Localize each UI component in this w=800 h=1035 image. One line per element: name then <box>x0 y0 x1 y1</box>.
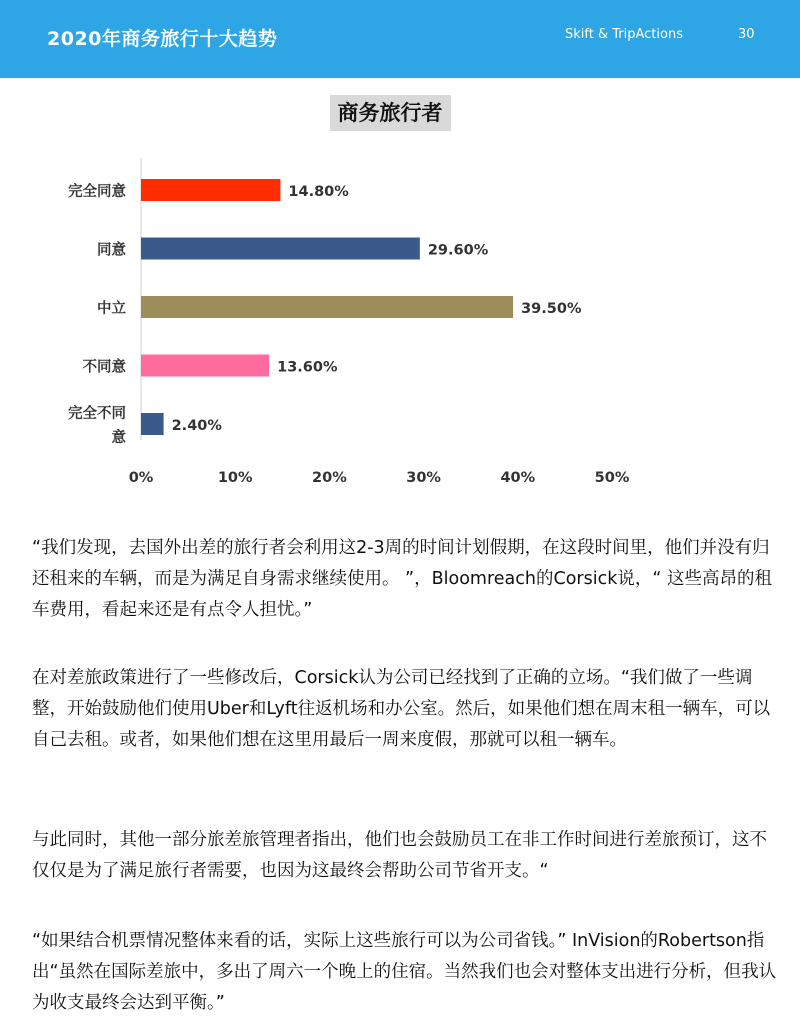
chart-title-wrap <box>0 95 780 131</box>
category-label-2: 同意 <box>97 242 126 259</box>
data-label-4: 13.60% <box>277 359 338 376</box>
bar-1 <box>141 179 280 201</box>
data-label-1: 14.80% <box>288 184 349 200</box>
x-tick-label-5: 40% <box>500 470 536 486</box>
x-tick-label-6: 50% <box>594 470 630 486</box>
paragraph-4: “如果结合机票情况整体来看的话，实际上这些旅行可以为公司省钱。” InVision的Robertson指出“虽然在国际差旅中，多出了周六一个晚上的住宿。当然我们也会对整体支出进行分析，但我认为收支最终会达到平衡。” <box>32 931 777 1013</box>
paragraph-2: 在对差旅政策进行了一些修改后，Corsick认为公司已经找到了正确的立场。“我们做了一些调整，开始鼓励他们使用Uber和Lyft往返机场和办公室。然后，如果他们想在周末租一辆车，可以自己去租。或者，如果他们想在这里用最后一周来度假，那就可以租一辆车。 <box>32 668 771 750</box>
category-label-3: 中立 <box>97 301 126 317</box>
category-label-4: 不同意 <box>82 359 126 376</box>
data-label-5: 2.40% <box>171 418 222 434</box>
data-label-3: 39.50% <box>521 301 582 317</box>
chart-title: 商务旅行者 <box>330 95 451 131</box>
page-header <box>0 0 800 78</box>
source-label: Skift & TripActions <box>565 27 683 42</box>
bar-2 <box>141 238 420 260</box>
bar-chart <box>0 150 800 490</box>
report-title: 2020年商务旅行十大趋势 <box>47 28 278 50</box>
category-label-1: 完全同意 <box>68 184 126 200</box>
bar-5 <box>141 413 164 435</box>
paragraph-3: 与此同时，其他一部分旅差旅管理者指出，他们也会鼓励员工在非工作时间进行差旅预订，这不仅仅是为了满足旅行者需要，也因为这最终会帮助公司节省开支。“ <box>32 830 767 881</box>
paragraph-1: “我们发现，去国外出差的旅行者会利用这2-3周的时间计划假期，在这段时间里，他们并没有归还租来的车辆，而是为满足自身需求继续使用。 ”，Bloomreach的Corsick说，“ 这些高昂的租车费用，看起来还是有点令人担忧。” <box>32 538 772 620</box>
x-tick-label-1: 0% <box>128 470 154 486</box>
x-tick-label-2: 10% <box>217 470 253 486</box>
bar-3 <box>141 296 513 318</box>
data-label-2: 29.60% <box>427 242 489 259</box>
x-tick-label-3: 20% <box>312 470 347 486</box>
page-number: 30 <box>738 27 755 42</box>
category-label-5: 完全不同意 <box>68 406 126 446</box>
bar-4 <box>141 355 269 377</box>
x-tick-label-4: 30% <box>406 470 441 486</box>
